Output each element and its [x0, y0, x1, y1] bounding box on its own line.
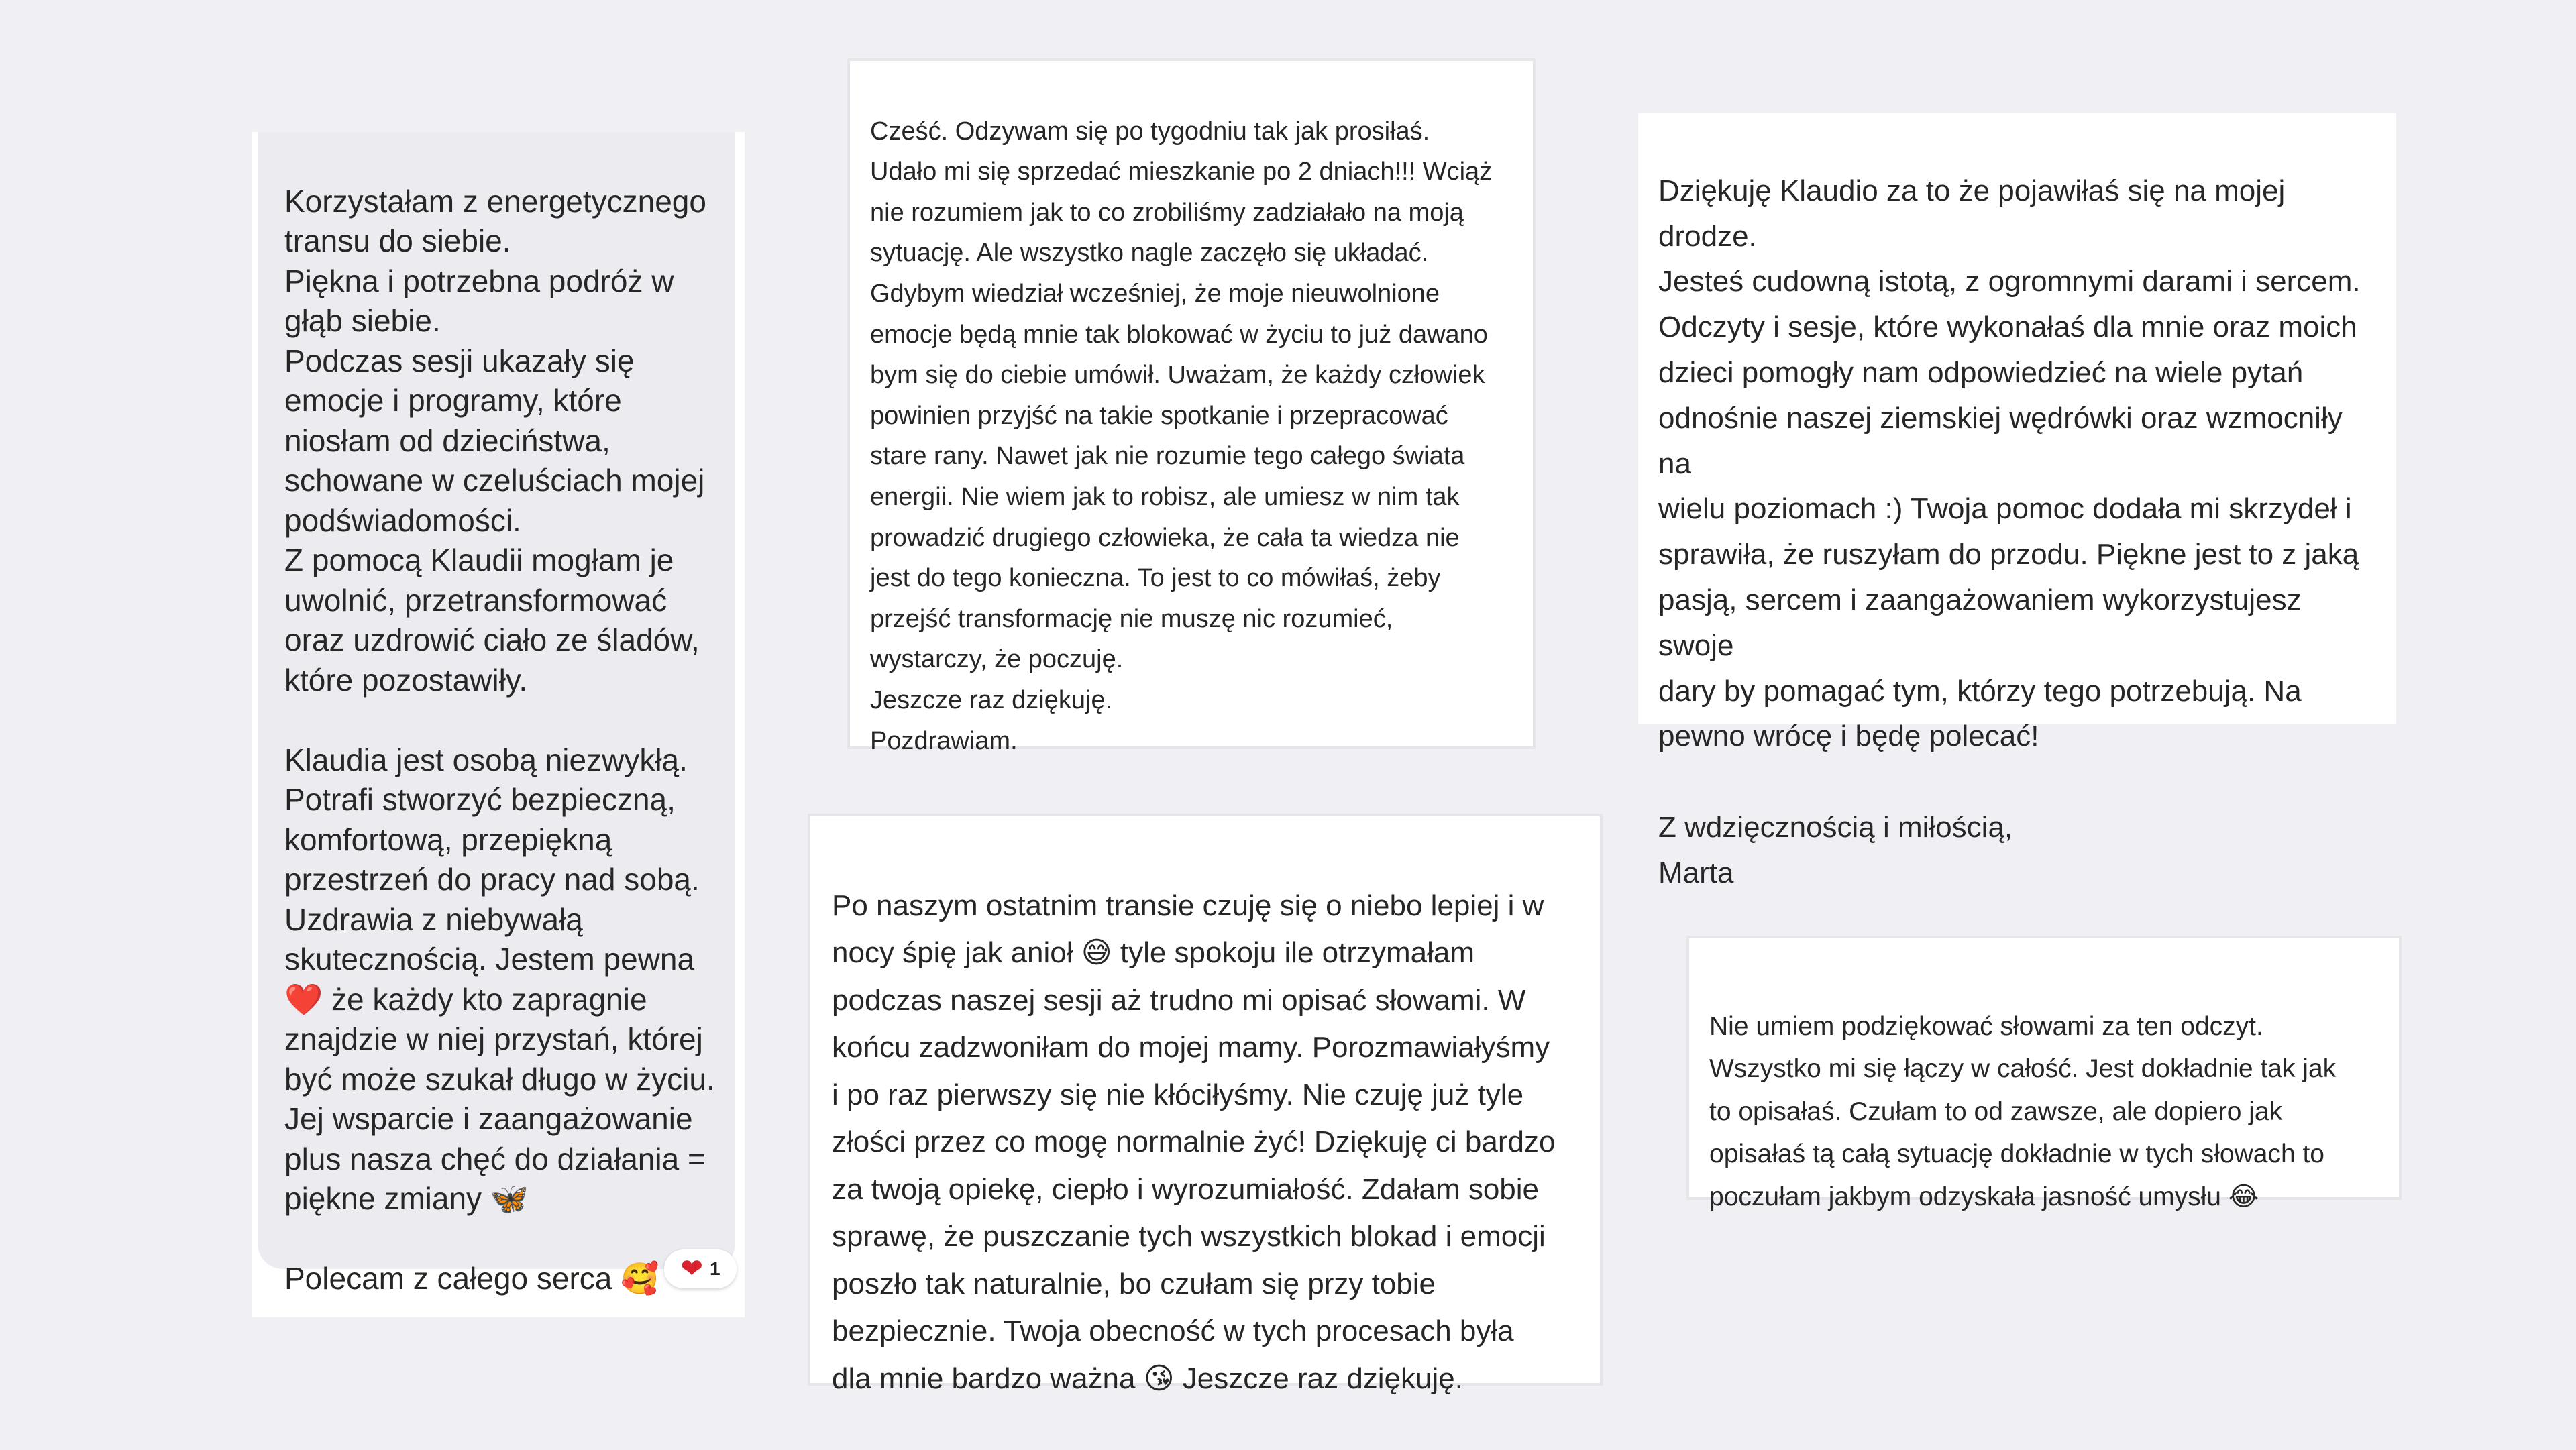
heart-icon: ❤ — [680, 1254, 703, 1284]
testimonial-card-1 — [252, 132, 745, 1317]
message-bubble — [258, 132, 735, 1296]
testimonial-text: Dziękuję Klaudio za to że pojawiłaś się na mojej drodze. Jesteś cudowną istotą, z ogromnymi darami i sercem. Odczyty i sesje, które wykonałaś dla mnie oraz moich dzieci pomogły nam odpowiedzieć na wiele pytań odnośnie naszej ziemskiej wędrówki oraz wzmocniły na wielu poziomach :) Twoja pomoc dodała mi skrzydeł i sprawiła, że ruszyłam do przodu. Piękne jest to z jaką pasją, sercem i zaangażowaniem wykorzystujesz swoje dary by pomagać tym, którzy tego potrzebują. Na pewno wrócę i będę polecać! Z wdzięcznością i miłością, Marta — [1658, 174, 2361, 889]
testimonial-card-5 — [1689, 938, 2399, 1211]
testimonial-card-2 — [850, 61, 1533, 755]
testimonial-text: Cześć. Odzywam się po tygodniu tak jak prosiłaś. Udało mi się sprzedać mieszkanie po 2 dniach!!! Wciąż nie rozumiem jak to co zrobiliśmy zadziałało na moją sytuację. Ale wszystko nagle zaczęło się układać. Gdybym wiedział wcześniej, że moje nieuwolnione emocje będą mnie tak blokować w życiu to już dawano bym się do ciebie umówił. Uważam, że każdy człowiek powinien przyjść na takie spotkanie i przepracować stare rany. Nawet jak nie rozumie tego całego świata energii. Nie wiem jak to robisz, ale umiesz w nim tak prowadzić drugiego człowieka, że cała ta wiedza nie jest do tego konieczna. To jest to co mówiłaś, żeby przejść transformację nie muszę nic rozumieć, wystarczy, że poczuję. Jeszcze raz dziękuję. Pozdrawiam. — [870, 117, 1493, 755]
testimonial-card-4 — [810, 816, 1600, 1395]
testimonial-text: Po naszym ostatnim transie czuję się o niebo lepiej i w nocy śpię jak anioł 😅 tyle spokoju ile otrzymałam podczas naszej sesji aż trudno mi opisać słowami. W końcu zadzwoniłam do mojej mamy. Porozmawiałyśmy i po raz pierwszy się nie kłóciłyśmy. Nie czuję już tyle złości przez co mogę normalnie żyć! Dziękuję ci bardzo za twoją opiekę, ciepło i wyrozumiałość. Zdałam sobie sprawę, że puszczanie tych wszystkich blokad i emocji poszło tak naturalnie, bo czułam się przy tobie bezpiecznie. Twoja obecność w tych procesach była dla mnie bardzo ważna 😘 Jeszcze raz dziękuję. — [832, 889, 1556, 1395]
testimonial-card-3 — [1638, 113, 2396, 889]
testimonial-text: Nie umiem podziękować słowami za ten odczyt. Wszystko mi się łączy w całość. Jest dokładnie tak jak to opisałaś. Czułam to od zawsze, ale dopiero jak opisałaś tą całą sytuację dokładnie w tych słowach to poczułam jakbym odzyskała jasność umysłu 😂 — [1709, 1011, 2337, 1211]
reaction-count: 1 — [709, 1258, 720, 1279]
testimonial-text: Korzystałam z energetycznego transu do siebie. Piękna i potrzebna podróż w głąb siebie. Podczas sesji ukazały się emocje i programy, które niosłam od dzieciństwa, schowane w czeluściach mojej podświadomości. Z pomocą Klaudii mogłam je uwolnić, przetransformować oraz uzdrowić ciało ze śladów, które pozostawiły. Klaudia jest osobą niezwykłą. Potrafi stworzyć bezpieczną, komfortową, przepiękną przestrzeń do pracy nad sobą. Uzdrawia z niebywałą skutecznością. Jestem pewna ❤️ że każdy kto zapragnie znajdzie w niej przystań, której być może szukał długo w życiu. Jej wsparcie i zaangażowanie plus nasza chęć do działania = piękne zmiany 🦋 Polecam z całego serca 🥰 — [284, 183, 715, 1296]
reaction-badge[interactable] — [664, 1249, 737, 1288]
